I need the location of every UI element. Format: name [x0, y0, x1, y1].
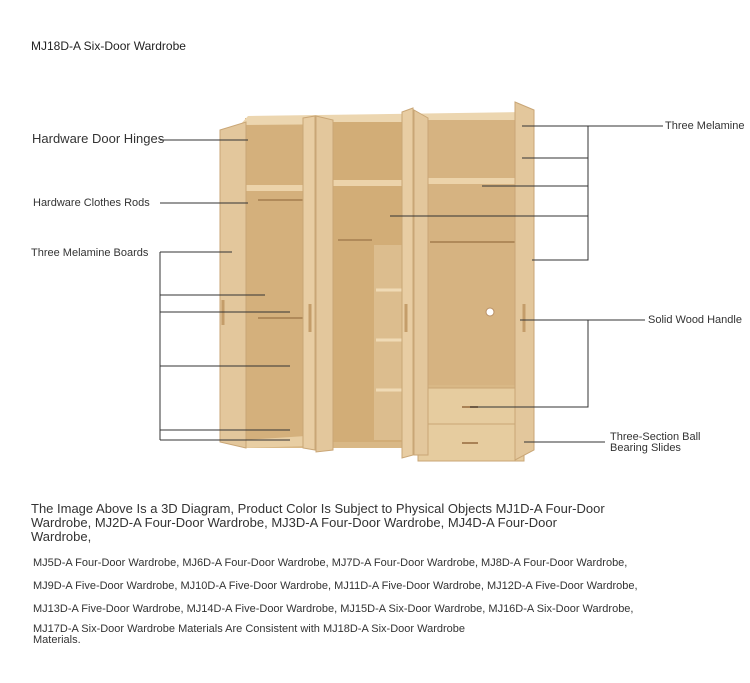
label-clothes-rods: Hardware Clothes Rods — [33, 197, 150, 209]
label-melamine-boards-right: Three Melamine — [665, 120, 745, 132]
product-title: MJ18D-A Six-Door Wardrobe — [31, 39, 186, 53]
label-solid-wood-handle: Solid Wood Handle — [648, 314, 742, 326]
model-line-2: MJ9D-A Five-Door Wardrobe, MJ10D-A Five-Door Wardrobe, MJ11D-A Five-Door Wardrobe, MJ12D-A Five-Door Wardrobe, — [33, 580, 638, 592]
label-ball-bearing-slides: Three-Section Ball Bearing Slides — [610, 431, 701, 454]
product-description: The Image Above Is a 3D Diagram, Product Color Is Subject to Physical Objects MJ1D-A Four-Door Wardrobe, MJ2D-A Four-Door Wardrobe, MJ3D-A Four-Door Wardrobe, MJ4D-A Four-Door Wardrobe, — [31, 501, 605, 544]
label-door-hinges: Hardware Door Hinges — [32, 131, 165, 146]
model-line-3: MJ13D-A Five-Door Wardrobe, MJ14D-A Five-Door Wardrobe, MJ15D-A Six-Door Wardrobe, MJ16D-A Six-Door Wardrobe, — [33, 603, 634, 615]
materials-note: MJ17D-A Six-Door Wardrobe Materials Are Consistent with MJ18D-A Six-Door Wardrobe Materials. — [33, 623, 465, 646]
label-melamine-boards-left: Three Melamine Boards — [31, 247, 149, 259]
model-line-1: MJ5D-A Four-Door Wardrobe, MJ6D-A Four-Door Wardrobe, MJ7D-A Four-Door Wardrobe, MJ8D-A Four-Door Wardrobe, — [33, 557, 628, 569]
